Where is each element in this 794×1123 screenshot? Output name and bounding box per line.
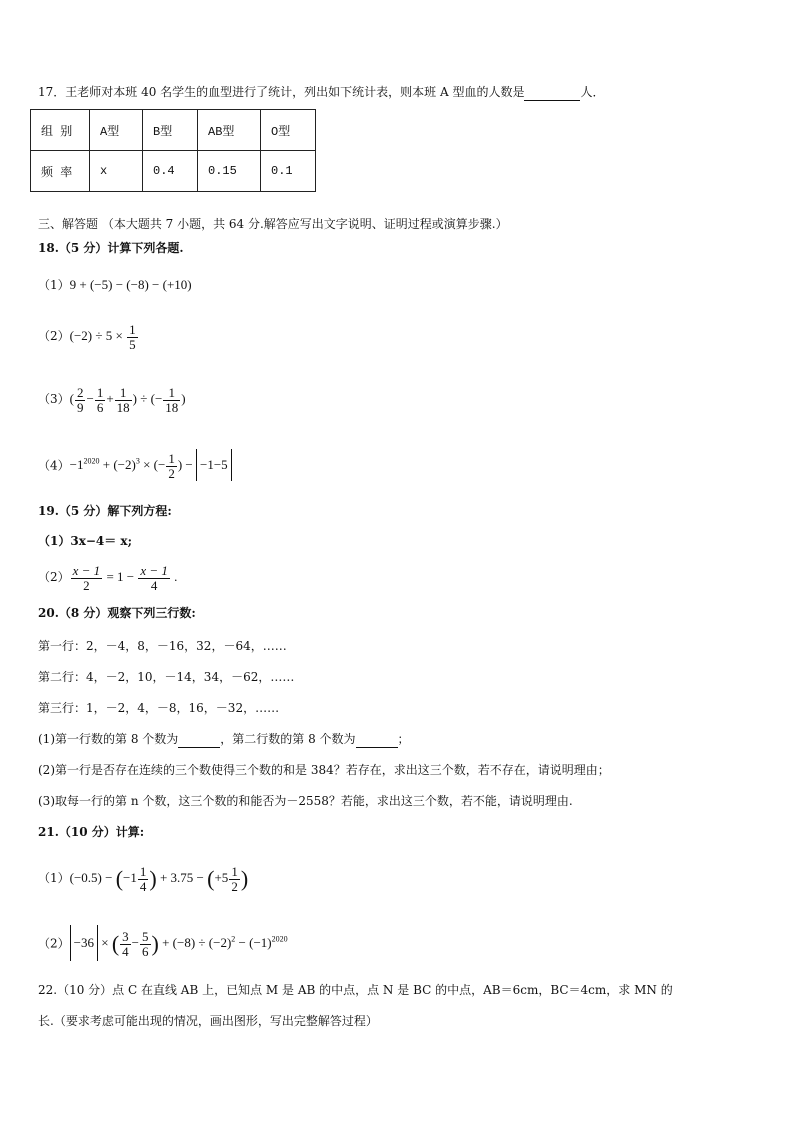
q18-part2: [38, 320, 139, 352]
q18-p2-expr: (−2) ÷ 5 × $\frac{1}{5}$: [69, 321, 136, 352]
q19-part2: [38, 560, 177, 594]
q17-answer-blank[interactable]: [524, 84, 580, 101]
q21-title: 21.（10 分）计算:: [38, 825, 145, 839]
q18-p1-label: （1）: [38, 278, 70, 292]
table-cell: x: [90, 151, 143, 192]
q17-stem: [38, 84, 604, 101]
table-cell: 组 别: [31, 110, 90, 151]
blood-type-table: [30, 109, 316, 192]
q19-title: 19.（5 分）解下列方程:: [38, 504, 172, 518]
q17-text: 17．王老师对本班 40 名学生的血型进行了统计，列出如下统计表，则本班 A 型血的人数是: [38, 85, 525, 99]
q20-s1c: ；: [397, 732, 410, 746]
q20-row3: 第三行：1，－2，4，－8，16，－32，……: [38, 701, 280, 715]
q21-p2-expr: −36 × ( $\frac{3}{4}$ − $\frac{5}{6}$ ) + $(-8) \div (-2)^2 - (-1)^{2020}$: [70, 935, 288, 950]
q21-p2-label: （2）: [38, 936, 70, 951]
table-cell: 频 率: [31, 151, 90, 192]
q20-sub3: (3)取每一行的第 n 个数，这三个数的和能否为－2558？若能，求出这三个数，若不能，请说明理由.: [38, 794, 573, 808]
table-cell: A型: [90, 110, 143, 151]
q19-p2-label: （2）: [38, 570, 70, 584]
q20-s1b: ，第二行数的第 8 个数为: [220, 732, 356, 746]
q21-part2: [38, 922, 288, 962]
q20-blank-1[interactable]: [178, 731, 220, 748]
q21-p1-expr: (−0.5) − (−1 $\frac{1}{4}$ ) + 3.75 − (+5 $\frac{1}{2}$ ): [69, 863, 249, 894]
q18-p2-label: （2）: [38, 329, 70, 343]
q18-part1: [38, 277, 192, 293]
q19-p2-expr: $\frac{x - 1}{2}$ = 1 − $\frac{x - 1}{4}$ .: [72, 562, 178, 593]
table-cell: 0.4: [143, 151, 198, 192]
q18-p4-label: （4）: [38, 458, 70, 473]
table-cell: 0.15: [198, 151, 261, 192]
q18-part4: [38, 446, 232, 481]
table-row-values: [31, 151, 316, 192]
q18-title: 18.（5 分）计算下列各题.: [38, 241, 184, 255]
q20-blank-2[interactable]: [356, 731, 398, 748]
q19-part1: （1）3x−4＝ x;: [38, 534, 133, 548]
q20-title: 20.（8 分）观察下列三行数:: [38, 606, 196, 620]
q18-p3-expr: ( $\frac{2}{9}$ − $\frac{1}{6}$ + $\frac{1}{18}$ ) ÷ (− $\frac{1}{18}$ ): [69, 384, 186, 415]
q20-sub1: [38, 731, 410, 748]
q21-part1: [38, 860, 248, 897]
table-cell: 0.1: [261, 151, 316, 192]
q20-s1a: (1)第一行数的第 8 个数为: [38, 732, 179, 746]
q22-line2: 长.（要求考虑可能出现的情况，画出图形，写出完整解答过程）: [38, 1014, 378, 1028]
table-cell: O型: [261, 110, 316, 151]
q18-p4-expr: $-1^{2020} + (-2)^3$ × (− $\frac{1}{2}$ ) − −1−5: [70, 457, 232, 472]
section-heading: 三、解答题 （本大题共 7 小题，共 64 分.解答应写出文字说明、证明过程或演算步骤.）: [38, 217, 508, 231]
q22-line1: 22.（10 分）点 C 在直线 AB 上，已知点 M 是 AB 的中点，点 N 是 BC 的中点，AB＝6cm，BC＝4cm，求 MN 的: [38, 983, 673, 997]
table-cell: AB型: [198, 110, 261, 151]
q20-row1: 第一行：2，－4，8，－16，32，－64，……: [38, 639, 287, 653]
q18-part3: [38, 383, 186, 415]
q17-suffix: 人．: [580, 85, 605, 99]
q21-p1-label: （1）: [38, 871, 70, 885]
q20-row2: 第二行：4，－2，10，－14，34，－62，……: [38, 670, 295, 684]
q18-p1-expr: 9 + (−5) − (−8) − (+10): [69, 277, 192, 292]
q18-p3-label: （3）: [38, 392, 70, 406]
table-row-header: [31, 110, 316, 151]
q20-sub2: (2)第一行是否存在连续的三个数使得三个数的和是 384？若存在，求出这三个数，若不存在，请说明理由；: [38, 763, 610, 777]
table-cell: B型: [143, 110, 198, 151]
